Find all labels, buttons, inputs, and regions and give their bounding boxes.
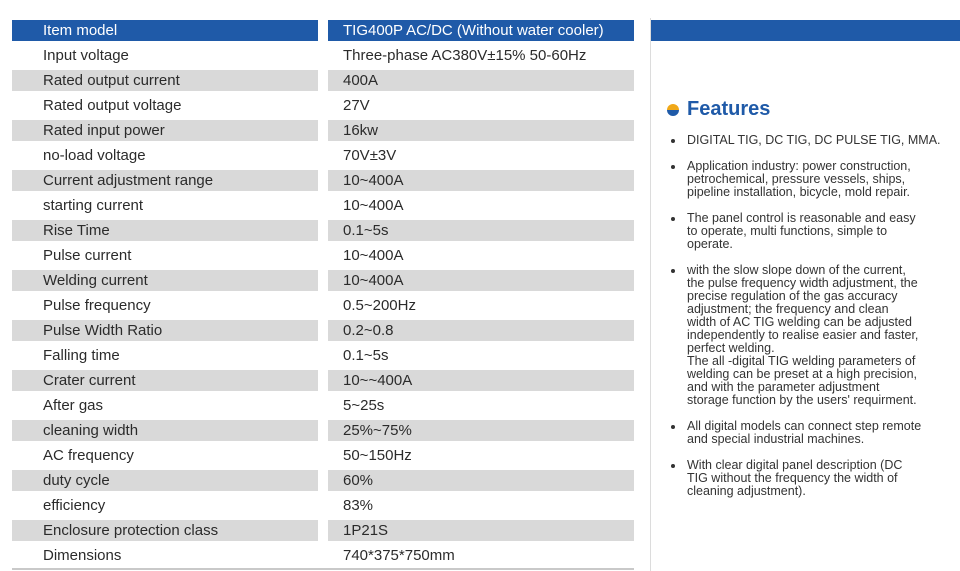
table-row xyxy=(12,293,634,318)
spec-value: 740*375*750mm xyxy=(343,547,455,564)
table-row xyxy=(12,218,634,243)
table-row xyxy=(12,318,634,343)
feature-item: DIGITAL TIG, DC TIG, DC PULSE TIG, MMA. xyxy=(669,134,959,147)
spec-value: 0.1~5s xyxy=(328,220,634,241)
spec-label: Pulse frequency xyxy=(43,297,151,314)
spec-label: Enclosure protection class xyxy=(12,520,318,541)
spec-label: After gas xyxy=(43,397,104,414)
feature-item: with the slow slope down of the current, the pulse frequency width adjustment, the precise regulation of the gas accuracy adjustment; the frequency and clean width of AC TIG welding can be adjusted independently to realise easier and faster, perfect welding. The all -digital TIG welding parameters of welding can be preset at a high precision, and with the parameter adjustment storage function by the users' requirment. xyxy=(669,264,959,407)
spec-value: 16kw xyxy=(328,120,634,141)
spec-value: 10~400A xyxy=(328,170,634,191)
spec-value: 60% xyxy=(328,470,634,491)
spec-value: 5~25s xyxy=(343,397,385,414)
table-row xyxy=(12,168,634,193)
table-row xyxy=(12,68,634,93)
spec-label: Pulse Width Ratio xyxy=(12,320,318,341)
spec-value: 27V xyxy=(343,97,370,114)
spec-label: Rated output current xyxy=(12,70,318,91)
table-row xyxy=(12,143,634,168)
feature-item: With clear digital panel description (DC TIG without the frequency the width of cleaning adjustment). xyxy=(669,459,959,498)
spec-value: 0.1~5s xyxy=(343,347,389,364)
features-title: Features xyxy=(687,98,771,120)
spec-label: AC frequency xyxy=(43,447,134,464)
spec-label: Rise Time xyxy=(12,220,318,241)
table-row xyxy=(12,393,634,418)
spec-label: Welding current xyxy=(12,270,318,291)
table-row xyxy=(12,268,634,293)
table-row xyxy=(12,518,634,543)
spec-label: duty cycle xyxy=(12,470,318,491)
table-row xyxy=(12,43,634,68)
spec-value: 0.5~200Hz xyxy=(343,297,416,314)
header-value: TIG400P AC/DC (Without water cooler) xyxy=(328,20,634,41)
spec-label: Dimensions xyxy=(43,547,122,564)
spec-label: Crater current xyxy=(12,370,318,391)
table-row xyxy=(12,468,634,493)
table-row xyxy=(12,418,634,443)
table-row xyxy=(12,493,634,518)
features-bullet-icon xyxy=(667,104,679,116)
spec-value: 1P21S xyxy=(328,520,634,541)
features-panel xyxy=(650,18,960,571)
header-label: Item model xyxy=(12,20,318,41)
spec-value: Three-phase AC380V±15% 50-60Hz xyxy=(343,47,587,64)
spec-label: cleaning width xyxy=(12,420,318,441)
spec-value: 10~400A xyxy=(343,197,404,214)
table-row xyxy=(12,443,634,468)
spec-label: Current adjustment range xyxy=(12,170,318,191)
features-header-bar xyxy=(651,20,960,41)
features-list xyxy=(669,134,959,511)
table-row xyxy=(12,193,634,218)
spec-label: efficiency xyxy=(43,497,106,514)
spec-label: Falling time xyxy=(43,347,120,364)
spec-table xyxy=(12,18,634,568)
spec-label: Pulse current xyxy=(43,247,132,264)
table-row xyxy=(12,93,634,118)
feature-item: All digital models can connect step remote and special industrial machines. xyxy=(669,420,959,446)
spec-value: 50~150Hz xyxy=(343,447,412,464)
spec-value: 0.2~0.8 xyxy=(328,320,634,341)
spec-value: 10~~400A xyxy=(328,370,634,391)
table-row xyxy=(12,243,634,268)
table-bottom-rule xyxy=(12,568,634,570)
spec-label: Rated output voltage xyxy=(43,97,182,114)
table-row xyxy=(12,543,634,568)
spec-label: starting current xyxy=(43,197,144,214)
feature-item: The panel control is reasonable and easy to operate, multi functions, simple to operate. xyxy=(669,212,959,251)
spec-value: 10~400A xyxy=(328,270,634,291)
spec-value: 83% xyxy=(343,497,374,514)
spec-value: 400A xyxy=(328,70,634,91)
spec-value: 10~400A xyxy=(343,247,404,264)
spec-table-header xyxy=(12,18,634,43)
spec-label: Rated input power xyxy=(12,120,318,141)
table-row xyxy=(12,343,634,368)
features-heading xyxy=(667,98,770,121)
spec-value: 25%~75% xyxy=(328,420,634,441)
spec-value: 70V±3V xyxy=(343,147,397,164)
feature-item: Application industry: power construction, petrochemical, pressure vessels, ships, pipeline installation, bicycle, mold repair. xyxy=(669,160,959,199)
spec-label: Input voltage xyxy=(43,47,129,64)
table-row xyxy=(12,368,634,393)
spec-label: no-load voltage xyxy=(43,147,146,164)
table-row xyxy=(12,118,634,143)
